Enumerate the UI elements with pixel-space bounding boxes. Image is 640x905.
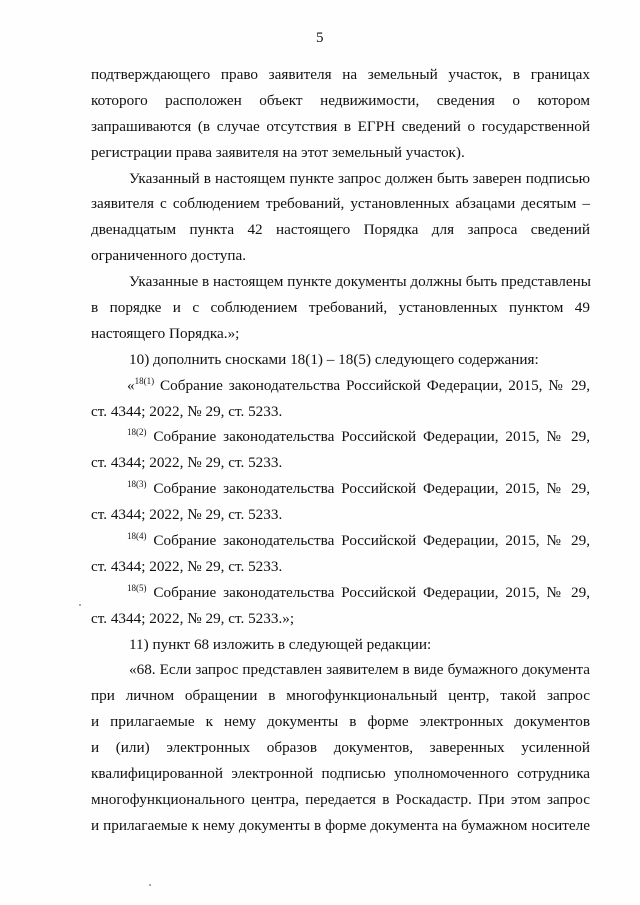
footnote-text: Собрание законодательства Российской Федерации, 2015, № 29, (154, 376, 590, 394)
text-line: 10) дополнить сносками 18(1) – 18(5) следующего содержания: (129, 350, 539, 368)
footnote-line (91, 580, 590, 606)
text-line: заявителя с соблюдением требований, установленных абзацами десятым – (91, 195, 590, 213)
paragraph-item-11 (91, 632, 590, 658)
text-line: которого расположен объект недвижимости, сведения о котором (91, 91, 590, 109)
footnote-line: ст. 4344; 2022, № 29, ст. 5233. (91, 454, 283, 472)
text-line: в порядке и с соблюдением требований, установленных пунктом 49 (91, 299, 590, 317)
footnote-ref: 18(5) (127, 582, 147, 593)
text-line: ограниченного доступа. (91, 247, 247, 265)
text-line: Указанные в настоящем пункте документы должны быть представлены (129, 273, 591, 291)
page-number: 5 (316, 30, 324, 46)
text-line: при личном обращении в многофункциональный центр, такой запрос (91, 687, 590, 705)
footnote-text: Собрание законодательства Российской Федерации, 2015, № 29, (146, 428, 590, 446)
text-line: подтверждающего право заявителя на земельный участок, в границах (91, 66, 590, 83)
text-line: настоящего Порядка.»; (91, 324, 240, 342)
paragraph (91, 269, 590, 347)
paragraph-continuation (91, 62, 590, 166)
scan-speck (79, 604, 81, 606)
scan-speck (149, 884, 151, 886)
footnote-ref: 18(3) (127, 479, 147, 490)
footnote-line: ст. 4344; 2022, № 29, ст. 5233. (91, 402, 283, 420)
footnote-18-4 (91, 528, 590, 580)
footnote-line: ст. 4344; 2022, № 29, ст. 5233. (91, 506, 283, 524)
footnote-line (91, 528, 590, 554)
text-line: запрашиваются (в случае отсутствия в ЕГРН сведений о государственной (91, 117, 590, 135)
footnote-ref: 18(1) (134, 375, 155, 386)
footnote-18-3 (91, 476, 590, 528)
footnote-18-5 (91, 580, 590, 632)
footnote-line (91, 424, 590, 450)
text-line: и (или) электронных образов документов, заверенных усиленной (91, 739, 590, 757)
paragraph (91, 166, 590, 270)
footnote-text: Собрание законодательства Российской Федерации, 2015, № 29, (146, 480, 590, 498)
footnote-ref: 18(4) (127, 530, 147, 541)
footnote-line (91, 373, 590, 399)
quote-mark: « (127, 376, 135, 394)
text-line: 11) пункт 68 изложить в следующей редакции: (129, 635, 432, 653)
text-line: регистрации права заявителя на этот земельный участок). (91, 143, 465, 161)
footnote-line (91, 476, 590, 502)
footnote-18-2 (91, 424, 590, 476)
paragraph-point-68 (91, 657, 590, 838)
footnote-ref: 18(2) (127, 427, 147, 438)
text-line: и прилагаемые к нему документы в форме электронных документов (91, 713, 590, 731)
text-line: и прилагаемые к нему документы в форме документа на бумажном носителе (91, 816, 590, 834)
text-line: двенадцатым пункта 42 настоящего Порядка для запроса сведений (91, 221, 590, 239)
text-line: «68. Если запрос представлен заявителем в виде бумажного документа (129, 661, 590, 679)
footnote-text: Собрание законодательства Российской Федерации, 2015, № 29, (146, 532, 590, 550)
footnote-line: ст. 4344; 2022, № 29, ст. 5233. (91, 557, 283, 575)
document-body (91, 62, 590, 839)
text-line: Указанный в настоящем пункте запрос должен быть заверен подписью (129, 169, 590, 187)
text-line: многофункционального центра, передается в Роскадастр. При этом запрос (91, 790, 590, 808)
footnote-text: Собрание законодательства Российской Федерации, 2015, № 29, (146, 583, 590, 601)
footnote-line: ст. 4344; 2022, № 29, ст. 5233.»; (91, 609, 295, 627)
footnote-18-1 (91, 373, 590, 425)
paragraph-item-10 (91, 347, 590, 373)
text-line: квалифицированной электронной подписью уполномоченного сотрудника (91, 765, 590, 783)
